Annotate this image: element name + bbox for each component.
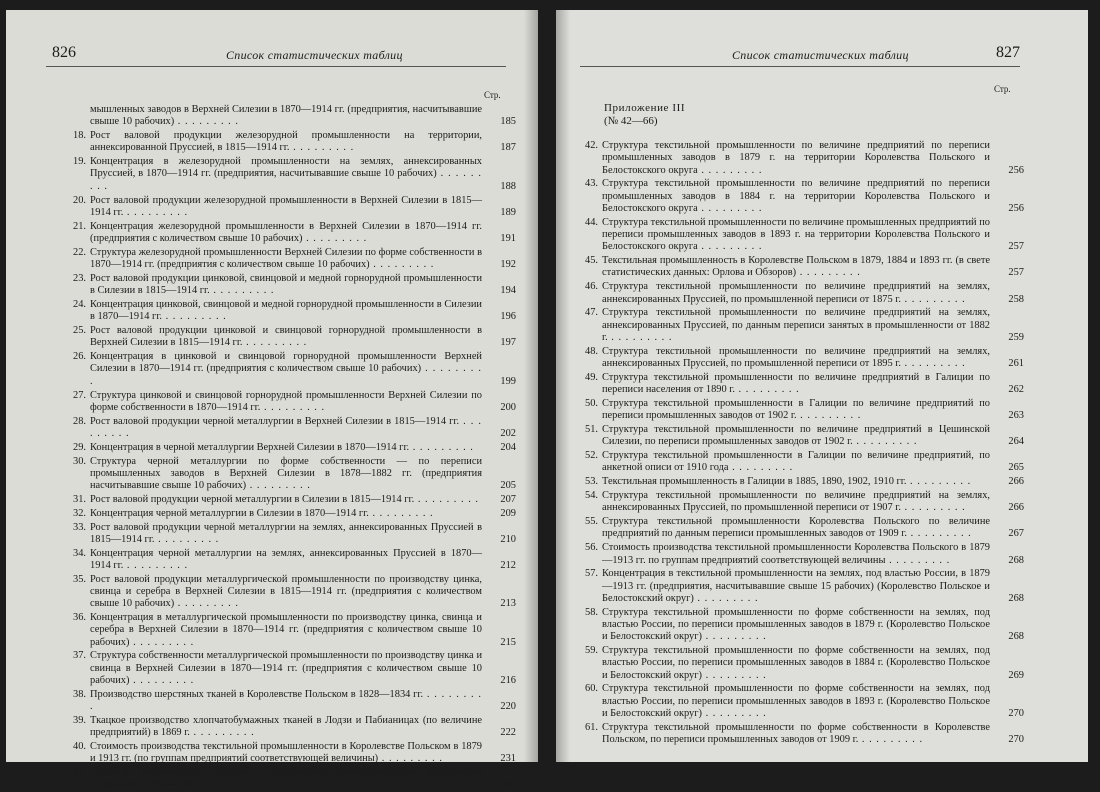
entry-page: 187 bbox=[500, 142, 516, 154]
gutter-shadow bbox=[524, 10, 538, 762]
entry-number: 49. bbox=[585, 371, 598, 383]
leader-dots: . . . . . . . . . bbox=[378, 753, 443, 765]
toc-entry bbox=[576, 346, 1024, 371]
entry-number: 25. bbox=[73, 325, 86, 337]
entry-number: 27. bbox=[73, 389, 86, 401]
toc-entry bbox=[576, 140, 1024, 177]
toc-entry bbox=[576, 307, 1024, 344]
toc-entry bbox=[64, 104, 516, 129]
toc-entry bbox=[64, 689, 516, 714]
entry-page: 220 bbox=[500, 701, 516, 713]
entry-page: 222 bbox=[500, 727, 516, 739]
leader-dots: . . . . . . . . . bbox=[162, 311, 227, 323]
toc-entry bbox=[576, 607, 1024, 644]
entry-page: 210 bbox=[500, 533, 516, 545]
toc-entry bbox=[64, 456, 516, 493]
entry-number: 20. bbox=[73, 194, 86, 206]
leader-dots: . . . . . . . . . bbox=[302, 232, 368, 244]
toc-entry bbox=[576, 178, 1024, 215]
toc-entry bbox=[64, 156, 516, 193]
entry-title: Концентрация цинковой, свинцовой и медной горнорудной промышленности в Силезии в 1870—1914 гг. . . . . . . . . . bbox=[90, 298, 482, 323]
entry-page: 212 bbox=[500, 559, 516, 571]
entry-title: Рост валовой продукции цинковой, свинцовой и медной горнорудной промышленности в Силезии в 1815—1914 гг. . . . . . . . . . bbox=[90, 272, 482, 297]
leader-dots: . . . . . . . . . bbox=[858, 734, 924, 746]
entry-number: 23. bbox=[73, 272, 86, 284]
entry-page: 268 bbox=[1008, 631, 1024, 643]
entry-number: 43. bbox=[585, 178, 598, 190]
leader-dots: . . . . . . . . . bbox=[369, 259, 435, 271]
entry-title: Прибыль акционерных обществ в текстильной промышленности Королевства Польского в 1897—1901 гг. . . . . . . . . . bbox=[90, 767, 482, 791]
entry-page: 216 bbox=[500, 675, 516, 687]
entry-title: Структура собственности металлургической промышленности по производству цинка и свинца в Верхней Силезии в 1870—1914 гг. (предприятия с количеством свыше 10 рабочих) . . . . . . . . . bbox=[90, 650, 482, 687]
entry-title: Стоимость производства текстильной промышленности Королевства Польского в 1879—1913 гг. по группам предприятий соответствующей величины . . . . . . . . . bbox=[602, 542, 990, 566]
entry-page: 256 bbox=[1008, 164, 1024, 176]
entry-number: 22. bbox=[73, 246, 86, 258]
entry-title: Структура черной металлургии по форме собственности — по переписи промышленных заводов в Верхней Силезии в 1878—1882 гг. (предприятия насчитывавшие свыше 10 рабочих) . . . . . . . . . bbox=[90, 455, 482, 492]
leader-dots: . . . . . . . . . bbox=[701, 631, 767, 643]
entry-title: Структура железорудной промышленности Верхней Силезии по форме собственности в 1870—1914 гг. (предприятия с количеством свыше 10 рабочих) . . . . . . . . . bbox=[90, 246, 482, 271]
entry-title: Стоимость производства текстильной промышленности в Королевстве Польском в 1879 и 1913 гг. (по группам предприятий соответствующей величины) . . . . . . . . . bbox=[90, 741, 482, 765]
leader-dots: . . . . . . . . . bbox=[701, 669, 767, 681]
toc-entry bbox=[64, 390, 516, 415]
leader-dots: . . . . . . . . . bbox=[260, 401, 326, 413]
entry-title: Структура текстильной промышленности по величине предприятий в Галиции по переписи населения от 1890 г. . . . . . . . . . bbox=[602, 371, 990, 396]
entry-page: 267 bbox=[1008, 528, 1024, 540]
entry-title: Текстильная промышленность в Королевстве Польском в 1879, 1884 и 1893 гг. (в свете статистических данных: Орлова и Обзоров) . . . . . . . . . bbox=[602, 255, 990, 279]
entry-page: 200 bbox=[500, 401, 516, 413]
leader-dots: . . . . . . . . . bbox=[701, 708, 767, 720]
leader-dots: . . . . . . . . . bbox=[246, 480, 311, 492]
toc-entry bbox=[64, 325, 516, 350]
toc-entry bbox=[576, 516, 1024, 541]
leader-dots: . . . . . . . . . bbox=[123, 559, 189, 571]
leader-dots: . . . . . . . . . bbox=[289, 142, 355, 154]
left-page bbox=[6, 10, 538, 791]
leader-dots: . . . . . . . . . bbox=[900, 293, 966, 305]
toc-entry bbox=[64, 273, 516, 298]
entry-number: 45. bbox=[585, 255, 598, 267]
toc-entry bbox=[64, 221, 516, 246]
entry-title: Рост валовой продукции железорудной промышленности на территории, аннексированной Пруссией, в 1815—1914 гг. . . . . . . . . . bbox=[90, 130, 482, 154]
entry-page: 191 bbox=[500, 232, 516, 244]
entry-title: Ткацкое производство хлопчатобумажных тканей в Лодзи и Пабианицах (по величине предприятий) в 1869 г. . . . . . . . . . bbox=[90, 714, 482, 739]
toc-entry bbox=[64, 508, 516, 520]
toc-entry bbox=[576, 490, 1024, 515]
entry-number: 44. bbox=[585, 216, 598, 228]
entry-title: Структура текстильной промышленности по величине предприятий на землях, аннексированных Пруссией, по промышленной переписи от 1895 г. . . . . . . . . . bbox=[602, 345, 990, 370]
entry-number: 46. bbox=[585, 281, 598, 293]
toc-entry bbox=[64, 351, 516, 388]
entry-page: 213 bbox=[500, 598, 516, 610]
entry-title: Структура текстильной промышленности по форме собственности на землях, под властью России, по переписи промышленных заводов в 1893 г. (Королевство Польское и Белостокский округ) . . . . . . . . . bbox=[602, 683, 990, 720]
entry-page: 264 bbox=[1008, 436, 1024, 448]
entry-title: Структура текстильной промышленности по величине предприятий в Цешинской Силезии, по переписи промышленных заводов от 1902 г. . . . . . . . . . bbox=[602, 424, 990, 448]
toc-entry bbox=[576, 722, 1024, 747]
entry-title: Структура текстильной промышленности по форме собственности на землях, под властью России, по переписи промышленных заводов в 1879 г. (Королевство Польское и Белостокский округ) . . . . . . . . . bbox=[602, 606, 990, 643]
entry-title: Концентрация в черной металлургии Верхней Силезии в 1870—1914 гг. . . . . . . . . . bbox=[90, 441, 474, 453]
entry-title: Производство шерстяных тканей в Королевстве Польском в 1828—1834 гг. . . . . . . . . . bbox=[90, 688, 482, 713]
entry-number: 59. bbox=[585, 645, 598, 657]
entry-title: Структура текстильной промышленности в Галиции по величине предприятий по переписи промышленных заводов от 1902 г. . . . . . . . . . bbox=[602, 397, 990, 422]
entry-page: 196 bbox=[500, 311, 516, 323]
leader-dots: . . . . . . . . . bbox=[414, 493, 479, 505]
toc-entry bbox=[64, 195, 516, 220]
toc-entry bbox=[576, 372, 1024, 397]
leader-dots: . . . . . . . . . bbox=[90, 688, 482, 713]
leader-dots: . . . . . . . . . bbox=[796, 410, 862, 422]
leader-dots: . . . . . . . . . bbox=[123, 206, 189, 218]
entry-number: 54. bbox=[585, 490, 598, 502]
entry-page: 231 bbox=[500, 753, 516, 765]
entry-number: 47. bbox=[585, 307, 598, 319]
toc-entry bbox=[64, 741, 516, 766]
header-rule bbox=[46, 66, 506, 67]
leader-dots: . . . . . . . . . bbox=[129, 675, 195, 687]
entry-title: Структура текстильной промышленности по форме собственности на землях, под властью России, по переписи промышленных заводов в 1884 г. (Королевство Польское и Белостокский округ) . . . . . . . . . bbox=[602, 645, 990, 681]
toc-entry bbox=[64, 574, 516, 611]
toc-entry bbox=[576, 450, 1024, 475]
entry-number: 36. bbox=[73, 612, 86, 624]
toc-entry bbox=[64, 130, 516, 155]
entry-page: 266 bbox=[1008, 502, 1024, 514]
entry-title: Структура текстильной промышленности по величине предприятий на землях, аннексированных Пруссией, по промышленной переписи от 1907 г. . . . . . . . . . bbox=[602, 490, 990, 514]
entry-number: 30. bbox=[73, 455, 86, 467]
leader-dots: . . . . . . . . . bbox=[242, 337, 308, 349]
entry-number: 26. bbox=[73, 351, 86, 363]
entry-number: 19. bbox=[73, 156, 86, 168]
toc-entry bbox=[64, 612, 516, 649]
entry-page: 270 bbox=[1008, 708, 1024, 720]
entry-title: Концентрация в цинковой и свинцовой горнорудной промышленности Верхней Силезии в 1870—1914 гг. (предприятия с количеством свыше 10 рабочих) . . . . . . . . . bbox=[90, 351, 483, 387]
entry-title: Структура текстильной промышленности в Галиции по величине предприятий, по анкетной описи от 1910 года . . . . . . . . . bbox=[602, 450, 990, 474]
leader-dots: . . . . . . . . . bbox=[900, 502, 966, 514]
entry-number: 34. bbox=[73, 547, 86, 559]
entry-page: 257 bbox=[1008, 267, 1024, 279]
toc-entry bbox=[64, 715, 516, 740]
toc-entry bbox=[576, 645, 1024, 682]
right-page bbox=[556, 10, 1088, 762]
toc-entry bbox=[576, 476, 1024, 488]
entry-page: 207 bbox=[500, 493, 516, 505]
toc-entry bbox=[576, 542, 1024, 567]
leader-dots: . . . . . . . . . bbox=[885, 554, 951, 566]
entry-number: 40. bbox=[73, 741, 86, 753]
entry-title: Рост валовой продукции черной металлургии на землях, аннексированных Пруссией в 1815—1914 гг. . . . . . . . . . bbox=[90, 521, 482, 545]
page-column-label: Стр. bbox=[994, 84, 1011, 94]
leader-dots: . . . . . . . . . bbox=[734, 384, 800, 396]
entry-title: Концентрация в текстильной промышленности на землях, под властью России, в 1879—1913 гг. (предприятия, насчитывавшие свыше 15 рабочих) (Королевство Польское и Белостокский округ) . . . . . . . . . bbox=[602, 568, 990, 604]
entry-page: 259 bbox=[1008, 331, 1024, 343]
entry-title: Концентрация в металлургической промышленности по производству цинка, свинца и серебра в Верхней Силезии в 1870—1914 гг. (предприятия с количеством свыше 10 рабочих) . . . . . . . . . bbox=[90, 612, 482, 648]
leader-dots: . . . . . . . . . bbox=[906, 528, 972, 540]
entry-title: Структура цинковой и свинцовой горнорудной промышленности Верхней Силезии по форме собственности в 1870—1914 гг. . . . . . . . . . bbox=[90, 389, 482, 413]
leader-dots: . . . . . . . . . bbox=[129, 636, 195, 648]
leader-dots: . . . . . . . . . bbox=[368, 507, 434, 519]
entry-page: 215 bbox=[500, 636, 516, 648]
toc-entry bbox=[576, 281, 1024, 306]
entry-page: 209 bbox=[500, 507, 516, 519]
leader-dots: . . . . . . . . . bbox=[189, 727, 255, 739]
entry-number: 61. bbox=[585, 721, 598, 733]
page-column-label: Стр. bbox=[484, 90, 501, 100]
leader-dots: . . . . . . . . . bbox=[90, 168, 482, 192]
entry-number: 37. bbox=[73, 650, 86, 662]
table-of-contents bbox=[64, 104, 516, 792]
entry-page: 202 bbox=[500, 427, 516, 439]
entry-title: Концентрация железорудной промышленности в Верхней Силезии в 1870—1914 гг. (предприятия с количеством свыше 10 рабочих) . . . . . . . . . bbox=[90, 220, 482, 244]
entry-number: 58. bbox=[585, 606, 598, 618]
entry-page: 257 bbox=[1008, 241, 1024, 253]
toc-entry bbox=[576, 398, 1024, 423]
running-title: Список статистических таблиц bbox=[226, 48, 403, 62]
leader-dots: . . . . . . . . . bbox=[796, 267, 861, 279]
toc-entry bbox=[64, 522, 516, 547]
entry-number: 48. bbox=[585, 345, 598, 357]
leader-dots: . . . . . . . . . bbox=[90, 363, 483, 387]
entry-number: 32. bbox=[73, 507, 86, 519]
entry-number: 42. bbox=[585, 140, 598, 151]
entry-title: Структура текстильной промышленности Королевства Польского по величине предприятий по данным переписи промышленных заводов от 1909 г. . . . . . . . . . bbox=[602, 516, 990, 540]
entry-page: 266 bbox=[1008, 476, 1024, 488]
appendix-range: (№ 42—66) bbox=[604, 115, 658, 127]
leader-dots: . . . . . . . . . bbox=[697, 202, 763, 214]
entry-page: 197 bbox=[500, 337, 516, 349]
leader-dots: . . . . . . . . . bbox=[409, 441, 474, 453]
entry-page: 268 bbox=[1008, 592, 1024, 604]
entry-number: 39. bbox=[73, 714, 86, 726]
toc-entry bbox=[64, 416, 516, 441]
leader-dots: . . . . . . . . . bbox=[697, 164, 763, 176]
entry-page: 268 bbox=[1008, 554, 1024, 566]
entry-page: 185 bbox=[500, 116, 516, 128]
entry-page: 194 bbox=[500, 285, 516, 297]
entry-page: 258 bbox=[1008, 293, 1024, 305]
entry-number: 35. bbox=[73, 573, 86, 585]
entry-title: Концентрация в железорудной промышленности на землях, аннексированных Пруссией, в 1870—1914 гг. (предприятия, насчитывавшие свыше 10 рабочих) . . . . . . . . . bbox=[90, 156, 482, 192]
toc-entry bbox=[64, 548, 516, 573]
entry-page: 256 bbox=[1008, 202, 1024, 214]
table-of-contents bbox=[576, 140, 1024, 746]
entry-page: 189 bbox=[500, 206, 516, 218]
entry-title: Рост валовой продукции железорудной промышленности в Верхней Силезии в 1815—1914 гг. . . . . . . . . . bbox=[90, 194, 482, 218]
leader-dots: . . . . . . . . . bbox=[900, 358, 966, 370]
entry-number: 21. bbox=[73, 220, 86, 232]
leader-dots: . . . . . . . . . bbox=[697, 241, 763, 253]
entry-page: 199 bbox=[500, 375, 516, 387]
entry-number: 18. bbox=[73, 130, 86, 142]
toc-entry bbox=[576, 255, 1024, 280]
gutter-shadow bbox=[556, 10, 570, 762]
entry-number: 60. bbox=[585, 683, 598, 695]
toc-entry bbox=[64, 494, 516, 506]
entry-title: Рост валовой продукции черной металлургии в Силезии в 1815—1914 гг. . . . . . . . . . bbox=[90, 493, 479, 505]
entry-page: 270 bbox=[1008, 734, 1024, 746]
entry-title: мышленных заводов в Верхней Силезии в 1870—1914 гг. (предприятия, насчитывавшие свыше 10 рабочих) . . . . . . . . . bbox=[90, 104, 482, 128]
running-title: Список статистических таблиц bbox=[732, 48, 909, 62]
entry-number: 52. bbox=[585, 450, 598, 462]
leader-dots: . . . . . . . . . bbox=[852, 436, 918, 448]
entry-page: 263 bbox=[1008, 410, 1024, 422]
entry-number: 41. bbox=[73, 767, 86, 779]
leader-dots: . . . . . . . . . bbox=[906, 476, 972, 488]
appendix-title: Приложение III bbox=[604, 102, 686, 114]
entry-page: 269 bbox=[1008, 669, 1024, 681]
entry-number: 29. bbox=[73, 441, 86, 453]
leader-dots: . . . . . . . . . bbox=[693, 592, 759, 604]
entry-page: 265 bbox=[1008, 462, 1024, 474]
leader-dots: . . . . . . . . . bbox=[174, 116, 239, 128]
entry-number: 56. bbox=[585, 542, 598, 554]
entry-title: Концентрация черной металлургии на землях, аннексированных Пруссией в 1870—1914 гг. . . . . . . . . . bbox=[90, 547, 482, 571]
entry-title: Структура текстильной промышленности по форме собственности в Королевстве Польском, по переписи промышленных заводов от 1909 г. . . . . . . . . . bbox=[602, 721, 990, 746]
entry-page: 261 bbox=[1008, 358, 1024, 370]
entry-title: Концентрация черной металлургии в Силезии в 1870—1914 гг. . . . . . . . . . bbox=[90, 507, 434, 519]
toc-entry bbox=[576, 424, 1024, 449]
toc-entry bbox=[64, 767, 516, 792]
entry-number: 28. bbox=[73, 415, 86, 427]
toc-entry bbox=[576, 683, 1024, 720]
entry-number: 38. bbox=[73, 688, 86, 700]
entry-title: Рост валовой продукции черной металлургии в Верхней Силезии в 1815—1914 гг. . . . . . . . . . bbox=[90, 415, 482, 439]
entry-page: 188 bbox=[500, 180, 516, 192]
entry-page: 262 bbox=[1008, 384, 1024, 396]
entry-number: 31. bbox=[73, 493, 86, 505]
leader-dots: . . . . . . . . . bbox=[728, 462, 794, 474]
entry-number: 24. bbox=[73, 298, 86, 310]
page-number: 827 bbox=[996, 44, 1020, 61]
appendix-heading bbox=[604, 102, 685, 128]
entry-page: 204 bbox=[500, 441, 516, 453]
entry-page: 240 bbox=[500, 779, 516, 791]
entry-title: Структура текстильной промышленности по величине предприятий по переписи промышленных заводов в 1879 г. на территории Королевства Польского и Белостокского округа . . . . . . . . . bbox=[602, 140, 990, 176]
toc-entry bbox=[64, 442, 516, 454]
entry-title: Рост валовой продукции металлургической промышленности по производству цинка, свинца и серебра в Верхней Силезии в 1815—1914 гг. (предприятия с количеством свыше 10 рабочих) . . . . . . . . . bbox=[90, 573, 482, 610]
entry-number: 55. bbox=[585, 516, 598, 528]
toc-entry bbox=[64, 299, 516, 324]
entry-number: 33. bbox=[73, 521, 86, 533]
entry-number: 53. bbox=[585, 476, 598, 488]
entry-title: Структура текстильной промышленности по величине предприятий на землях, аннексированных Пруссией, по данным переписи занятых в промышленности от 1882 г. . . . . . . . . . bbox=[602, 307, 990, 343]
entry-page: 205 bbox=[500, 480, 516, 492]
leader-dots: . . . . . . . . . bbox=[90, 415, 482, 439]
entry-title: Структура текстильной промышленности по величине предприятий на землях, аннексированных Пруссией, по промышленной переписи от 1875 г. . . . . . . . . . bbox=[602, 281, 990, 305]
entry-title: Рост валовой продукции цинковой и свинцовой горнорудной промышленности в Верхней Силезии в 1815—1914 гг. . . . . . . . . . bbox=[90, 325, 482, 349]
header-rule bbox=[580, 66, 1020, 67]
leader-dots: . . . . . . . . . bbox=[174, 598, 239, 610]
entry-title: Структура текстильной промышленности по величине промышленных предприятий по переписи промышленных заводов в 1893 г. на территории Королевства Польского и Белостокского округа . . . . . . . . . bbox=[602, 216, 990, 253]
entry-number: 51. bbox=[585, 424, 598, 436]
leader-dots: . . . . . . . . . bbox=[209, 285, 275, 297]
toc-entry bbox=[576, 217, 1024, 254]
toc-entry bbox=[576, 568, 1024, 605]
leader-dots: . . . . . . . . . bbox=[607, 331, 673, 343]
toc-entry bbox=[64, 650, 516, 687]
entry-number: 57. bbox=[585, 568, 598, 580]
leader-dots: . . . . . . . . . bbox=[154, 533, 220, 545]
leader-dots: . . . . . . . . . bbox=[210, 779, 276, 791]
entry-title: Текстильная промышленность в Галиции в 1885, 1890, 1902, 1910 гг. . . . . . . . . . bbox=[602, 476, 972, 488]
entry-page: 192 bbox=[500, 259, 516, 271]
toc-entry bbox=[64, 247, 516, 272]
page-number: 826 bbox=[52, 44, 76, 61]
entry-title: Структура текстильной промышленности по величине предприятий по переписи промышленных заводов в 1884 г. на территории Королевства Польского и Белостокского округа . . . . . . . . . bbox=[602, 178, 990, 214]
entry-number: 50. bbox=[585, 397, 598, 409]
